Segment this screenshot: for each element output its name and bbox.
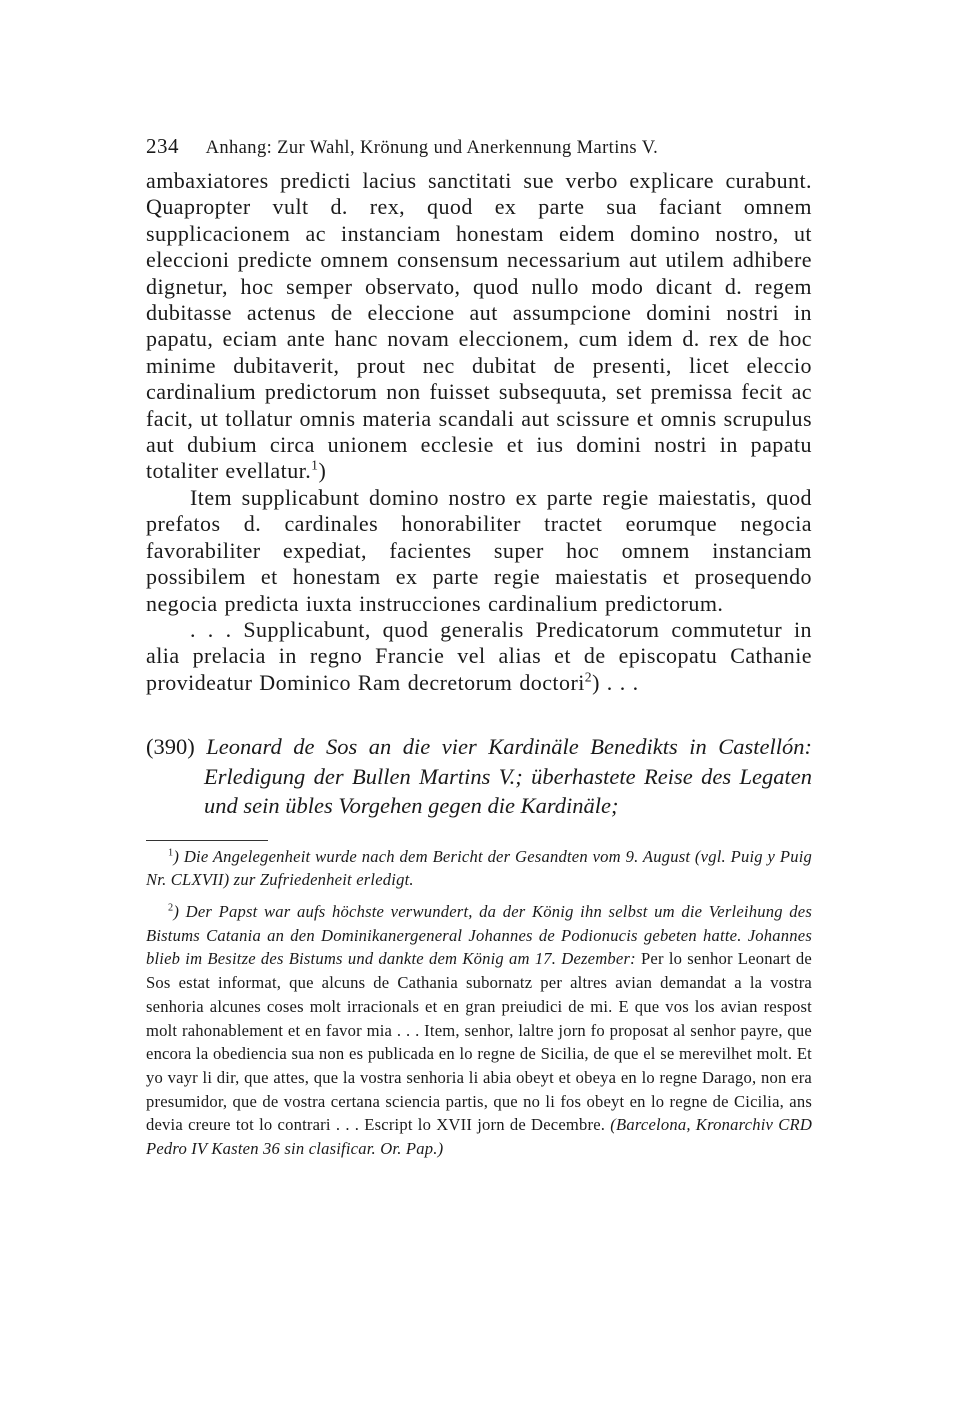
footnote-mark-1: 1 <box>168 847 174 859</box>
footnote-1 <box>146 845 812 892</box>
main-text <box>146 168 812 696</box>
footnote-2-quote: Per lo senhor Leonart de Sos estat informat, que alcuns de Cathania subornatz per altres avian demandat a la vostra senhoria alcunes coses molt irracionals et en gran preiudici de mi. E que vos los avian respost molt rahonablement et en favor mia . . . Item, senhor, laltre jorn fo proposat al senhor payre, que encora la obediencia sua non es publicada en lo regne de Sicilia, de que el se merevilhet molt. Et yo vayr li dir, que attes, que la vostra senhoria li abia obeyt et obeya en lo regne Darago, non era presumidor, que de vostra certana sciencia partis, que no li fos obeyt en lo regne de Cicilia, ans devia creure tot lo contrari . . . Escript lo XVII jorn de Decembre. <box>146 949 812 1135</box>
footnote-2-source: (Barcelona, Kronarchiv CRD Pedro IV Kasten 36 sin clasificar. Or. Pap.) <box>146 1115 813 1159</box>
footnote-ref-ellipsis: ) . . . <box>592 669 639 695</box>
footnote-2 <box>146 900 812 1161</box>
paragraph-text: . . . Supplicabunt, quod generalis Predicatorum commutetur in alia prelacia in regno Francie vel alias et de episcopatu Cathanie provideatur Dominico Ram decretorum doctori <box>146 616 812 695</box>
footnotes <box>146 845 812 1161</box>
paragraph-item: Item supplicabunt domino nostro ex parte regie maiestatis, quod prefatos d. cardinales honorabiliter tractet eorumque negocia favorabiliter expediat, facientes super hoc omnem instanciam possibilem et honestam ex parte regie maiestatis et prosequendo negocia predicta iuxta instrucciones cardinalium predictorum. <box>146 484 812 616</box>
paragraph-text: ambaxiatores predicti lacius sanctitati sue verbo explicare curabunt. Quapropter vult d. rex, quod ex parte sua faciant omnem supplicacionem ac instanciam honestam eidem domino nostro, ut eleccioni predicte omnem consensum necessarium aut utilem adhibere dignetur, hoc semper observato, quod nullo modo dicant d. regem dubitasse actenus de eleccione aut assumpcione domini nostri in papatu, eciam ante hanc novam eleccionem, cum idem d. rex de hoc minime dubitaverit, prout nec dubitat de presenti, licet eleccio cardinalium predictorum non fuisset subsequuta, set premissa fecit ac facit, ut tollatur omnis materia scandali aut scissure et omnis scrupulus aut dubium circa unionem ecclesie et ius domini nostri in papatu totaliter evellatur. <box>146 168 812 484</box>
footnote-ref-1: 1 <box>311 458 319 474</box>
running-title: Anhang: Zur Wahl, Krönung und Anerkennung Martins V. <box>205 138 659 158</box>
footnote-ref-2: 2 <box>584 669 593 685</box>
footnote-2-text: ) Der Papst war aufs höchste verwundert, da der König ihn selbst um die Verleihung des Bistums Catania an den Dominikanergeneral Johannes de Podionucis gebeten hatte. Johannes blieb im Besitze des Bistums und dankte dem König am 17. Dezember: <box>146 902 812 969</box>
document-heading-390 <box>146 732 812 821</box>
document-number: (390) <box>146 734 195 760</box>
book-page <box>146 128 812 1161</box>
footnote-mark-2: 2 <box>168 902 174 914</box>
footnote-ref-paren: ) <box>318 458 327 484</box>
footnote-1-text: ) Die Angelegenheit wurde nach dem Bericht der Gesandten vom 9. August (vgl. Puig y Puig Nr. CLXVII) zur Zufriedenheit erledigt. <box>146 846 812 890</box>
running-header <box>146 128 812 166</box>
paragraph-ambaxiatores <box>146 168 812 485</box>
footnote-separator <box>146 840 268 841</box>
page-number: 234 <box>146 134 179 158</box>
paragraph-supplicabunt <box>146 617 812 696</box>
document-title: Leonard de Sos an die vier Kardinäle Benedikts in Castellón: Erledigung der Bullen Martins V.; überhastete Reise des Legaten und sein übles Vorgehen gegen die Kardinäle; <box>204 734 813 819</box>
